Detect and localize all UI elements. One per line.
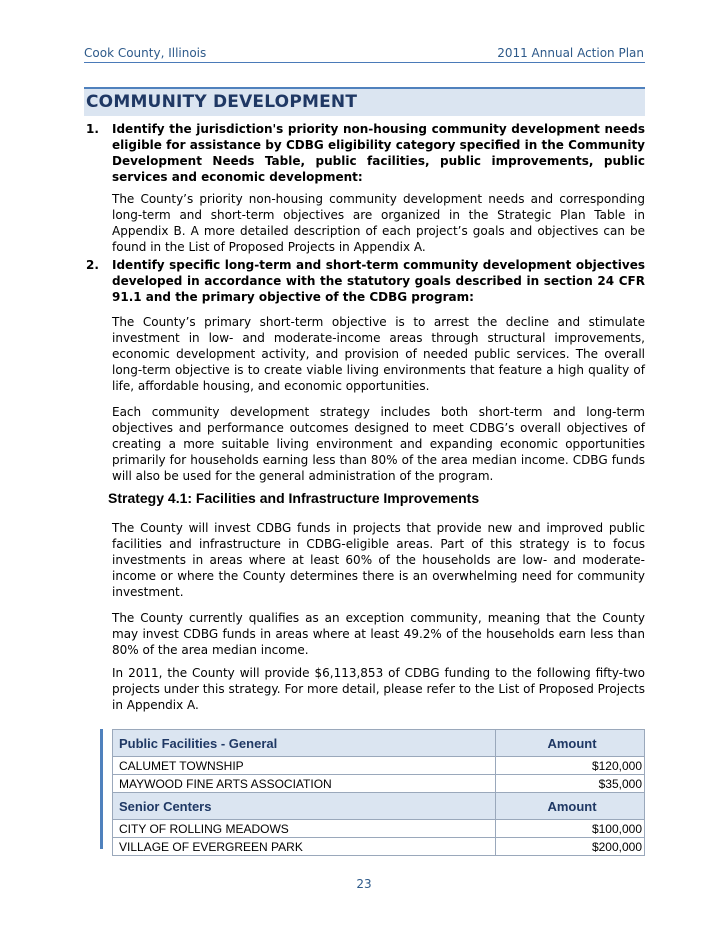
page-header (84, 42, 644, 62)
question-1-number: 1. (86, 122, 99, 136)
project-name: CALUMET TOWNSHIP (113, 757, 496, 775)
projects-table (112, 729, 645, 856)
answer-2-paragraph-2: Each community development strategy includes both short-term and long-term objectives and performance outcomes designed to meet CDBG’s overall objectives of creating a more suitable living environment and expanding economic opportunities primarily for households earning less than 80% of the area median income. CDBG funds will also be used for the general administration of the program. (112, 405, 645, 483)
project-name: MAYWOOD FINE ARTS ASSOCIATION (113, 775, 496, 793)
answer-2-paragraph-1: The County’s primary short-term objective is to arrest the decline and stimulate investment in low- and moderate-income areas through structural improvements, economic development activity, and provision of needed public services. The overall long-term objective is to create viable living environments that feature a high quality of life, affordable housing, and economic opportunities. (112, 315, 645, 393)
table-row (113, 757, 645, 775)
table-row (113, 775, 645, 793)
section-title: COMMUNITY DEVELOPMENT (86, 92, 358, 112)
project-amount: $200,000 (496, 838, 645, 856)
page-number: 23 (356, 877, 372, 891)
project-amount: $35,000 (496, 775, 645, 793)
group-header-label: Senior Centers (113, 793, 496, 820)
question-2-text: Identify specific long-term and short-term community development objectives developed in accordance with the statutory goals described in section 24 CFR 91.1 and the primary objective of the CDBG program: (112, 258, 645, 304)
group-header-label: Public Facilities - General (113, 730, 496, 757)
header-county: Cook County, Illinois (84, 46, 207, 60)
amount-header: Amount (496, 793, 645, 820)
answer-1: The County’s priority non-housing community development needs and corresponding long-term and short-term objectives are organized in the Strategic Plan Table in Appendix B. A more detailed description of each project’s goals and objectives can be found in the List of Proposed Projects in Appendix A. (112, 192, 645, 254)
table-accent (100, 729, 103, 849)
header-rule (84, 62, 645, 63)
question-2-number: 2. (86, 258, 99, 272)
table-row (113, 838, 645, 856)
strategy-paragraph-3: In 2011, the County will provide $6,113,853 of CDBG funding to the following fifty-two projects under this strategy. For more detail, please refer to the List of Proposed Projects in Appendix A. (112, 666, 645, 712)
strategy-paragraph-2: The County currently qualifies as an exception community, meaning that the County may invest CDBG funds in areas where at least 49.2% of the households earn less than 80% of the area median income. (112, 611, 645, 657)
project-amount: $100,000 (496, 820, 645, 838)
amount-header: Amount (496, 730, 645, 757)
strategy-paragraph-1: The County will invest CDBG funds in projects that provide new and improved public facilities and infrastructure in CDBG-eligible areas. Part of this strategy is to focus investments in areas where at least 60% of the households are low- and moderate-income or where the County determines there is an overwhelming need for community investment. (112, 521, 645, 599)
question-1-text: Identify the jurisdiction's priority non-housing community development needs eligible for assistance by CDBG eligibility category specified in the Community Development Needs Table, public facilities, public improvements, public services and economic development: (112, 122, 645, 184)
project-name: CITY OF ROLLING MEADOWS (113, 820, 496, 838)
section-heading-bar (84, 87, 645, 116)
table-group-header (113, 793, 645, 820)
strategy-title: Strategy 4.1: Facilities and Infrastructure Improvements (108, 490, 480, 506)
header-plan: 2011 Annual Action Plan (497, 46, 644, 60)
project-name: VILLAGE OF EVERGREEN PARK (113, 838, 496, 856)
table-group-header (113, 730, 645, 757)
table-row (113, 820, 645, 838)
project-amount: $120,000 (496, 757, 645, 775)
